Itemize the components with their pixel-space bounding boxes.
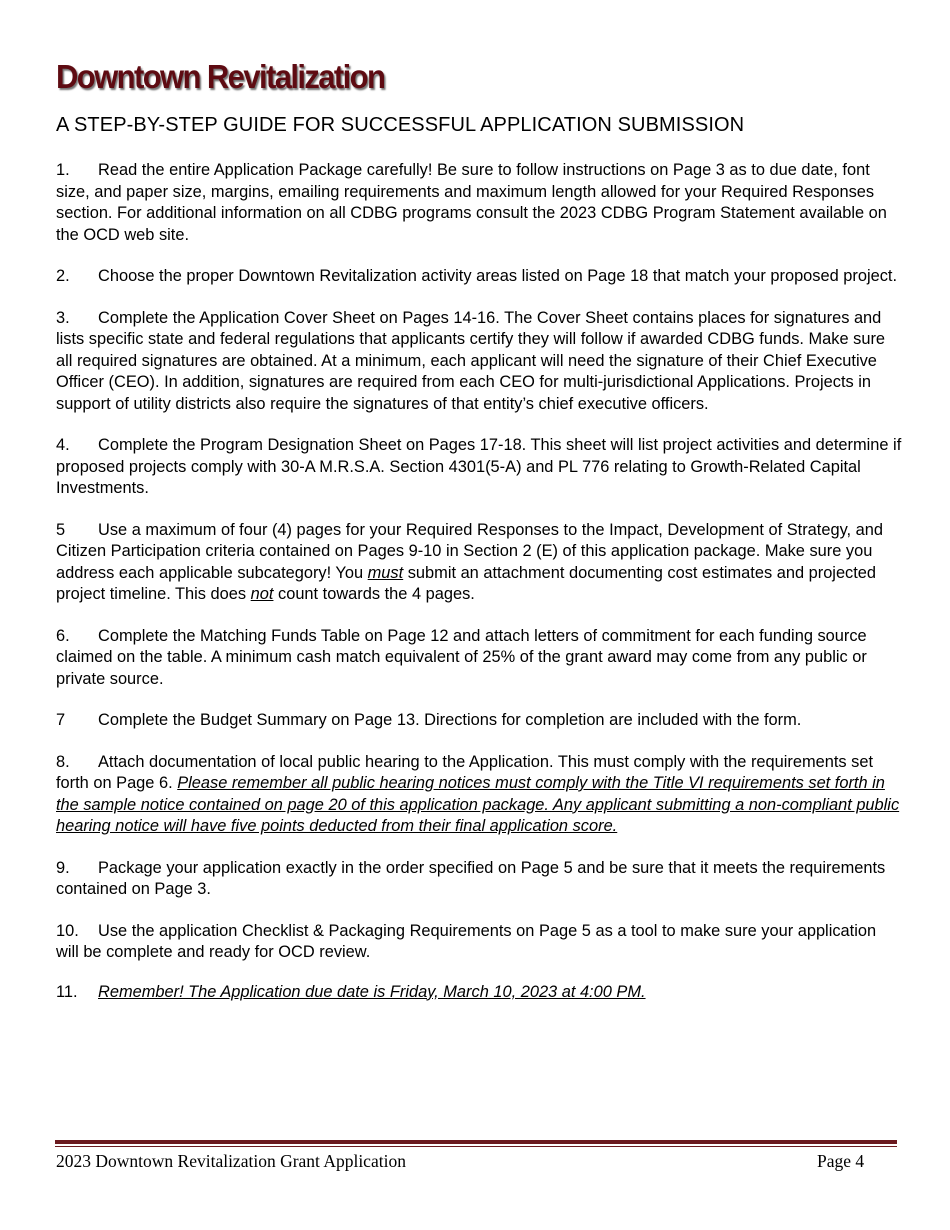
step-text: Use a maximum of four (4) pages for your Required Responses to the Impact, Development of Strategy, and Citizen Participation criteria contained on Pages 9-10 in Section 2 (E) of this application package. Make sure you address each applicable subcategory! You [56,520,884,582]
footer-page-number: Page 4 [817,1151,865,1171]
step-text: Use the application Checklist & Packaging Requirements on Page 5 as a tool to make sure your application will be complete and ready for OCD review. [56,921,877,961]
step-8 [56,752,902,838]
step-emphasis: not [250,585,274,603]
step-number: 6. [56,626,70,645]
step-3 [56,308,902,416]
step-9 [56,858,902,901]
step-number: 8. [56,752,70,771]
footer-rule [55,1140,897,1144]
step-text: Attach documentation of local public hearing to the Application. This must comply with the requirements set forth on Page 6. [56,752,874,792]
step-number: 10. [56,921,79,940]
page-title: Downtown Revitalization [56,58,385,96]
step-text: Choose the proper Downtown Revitalization activity areas listed on Page 18 that match your proposed project. [98,267,898,285]
step-1 [56,160,902,246]
step-number: 3. [56,308,70,327]
step-text: Complete the Application Cover Sheet on Pages 14-16. The Cover Sheet contains places for signatures and lists specific state and federal regulations that applicants certify they will follow if awarded CDBG funds. Make sure all required signatures are obtained. At a minimum, each applicant will need the signature of their Chief Executive Officer (CEO). In addition, signatures are required from each CEO for multi-jurisdictional Applications. Projects in support of utility districts also require the signatures of that entity’s chief executive officers. [56,308,886,413]
step-text: Complete the Budget Summary on Page 13. Directions for completion are included with the form. [98,711,802,729]
step-10 [56,921,902,964]
step-text: submit an attachment documenting cost estimates and projected project timeline. This does [56,563,877,603]
step-4 [56,435,902,500]
step-number: 11. [56,982,78,1001]
step-6 [56,626,902,691]
step-text: count towards the 4 pages. [273,585,475,603]
step-number: 1. [56,161,70,179]
page-subtitle: A STEP-BY-STEP GUIDE FOR SUCCESSFUL APPLICATION SUBMISSION [56,114,745,136]
step-2 [56,266,902,288]
step-text: Complete the Program Designation Sheet on Pages 17-18. This sheet will list project activities and determine if proposed projects comply with 30-A M.R.S.A. Section 4301(5-A) and PL 776 relating to Growth-Related Capital Investments. [56,436,902,497]
step-number: 2. [56,267,70,285]
step-number: 5 [56,520,66,539]
step-7 [56,710,902,732]
step-emphasis: Remember! The Application due date is Friday, March 10, 2023 at 4:00 PM. [98,982,646,1001]
step-text: Read the entire Application Package carefully! Be sure to follow instructions on Page 3 as to due date, font size, and paper size, margins, emailing requirements and maximum length allowed for your Required Responses section. For additional information on all CDBG programs consult the 2023 CDBG Program Statement available on the OCD web site. [56,161,887,244]
footer-document-title: 2023 Downtown Revitalization Grant Application [56,1151,406,1171]
step-number: 7 [56,711,66,729]
step-text: Complete the Matching Funds Table on Page 12 and attach letters of commitment for each funding source claimed on the table. A minimum cash match equivalent of 25% of the grant award may come from any public or private source. [56,626,867,688]
step-number: 4. [56,436,70,454]
step-text: Package your application exactly in the order specified on Page 5 and be sure that it meets the requirements contained on Page 3. [56,858,886,898]
step-11 [56,982,902,1004]
footer-rule-thin [55,1146,897,1147]
step-emphasis: must [367,563,404,582]
steps-list [56,160,902,1023]
step-number: 9. [56,858,70,877]
step-emphasis: Please remember all public hearing notices must comply with the Title VI requirements set forth in the sample notice contained on page 20 of this application package. Any applicant submitting a non-compliant public hearing notice will have five points deducted from their final application score. [56,774,900,835]
step-5 [56,520,902,606]
